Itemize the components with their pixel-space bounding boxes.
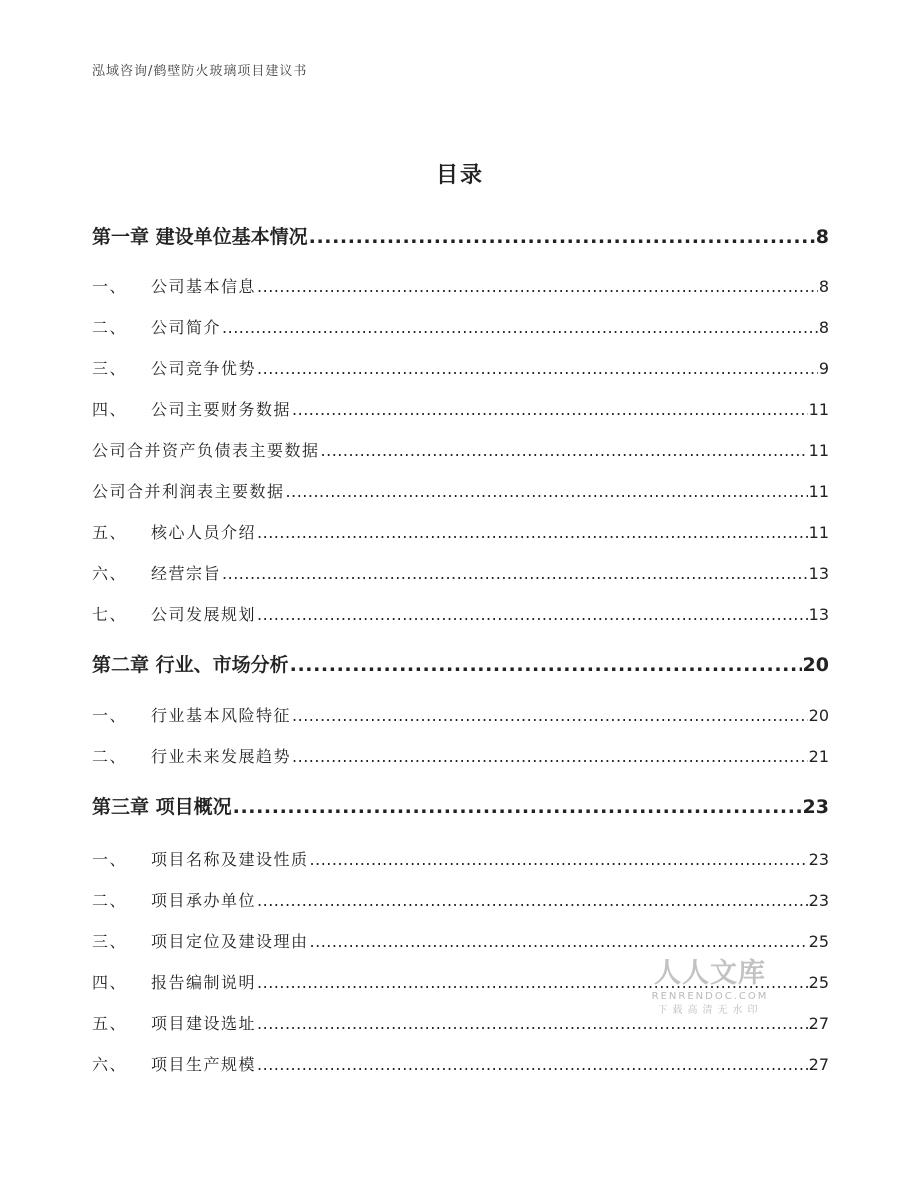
toc-entry[interactable] bbox=[92, 222, 829, 249]
toc-entry-label bbox=[92, 479, 285, 502]
toc-entry-prefix: 一、 bbox=[92, 706, 128, 725]
toc-entry-label bbox=[92, 274, 256, 297]
toc-entry-prefix: 二、 bbox=[92, 747, 128, 766]
toc-entry-prefix: 四、 bbox=[92, 973, 128, 992]
toc-entry-text: 项目生产规模 bbox=[151, 1055, 257, 1074]
toc-entry-page: 25 bbox=[808, 973, 829, 992]
toc-entry[interactable] bbox=[92, 1052, 829, 1075]
toc-entry-page: 9 bbox=[818, 359, 829, 378]
toc-entry-label bbox=[92, 397, 291, 420]
watermark-logo: 人人文库 bbox=[654, 958, 766, 989]
watermark-subtitle: 下载高清无水印 bbox=[657, 1005, 763, 1016]
toc-entry-text: 报告编制说明 bbox=[151, 973, 257, 992]
toc-leader bbox=[310, 850, 808, 869]
toc-entry[interactable] bbox=[92, 438, 829, 461]
toc-entry-prefix: 六、 bbox=[92, 1055, 128, 1074]
toc-entry-text: 公司合并资产负债表主要数据 bbox=[92, 441, 320, 460]
toc-leader bbox=[292, 400, 808, 419]
toc-entry-page: 27 bbox=[808, 1014, 829, 1033]
toc-entry-page: 11 bbox=[808, 482, 829, 501]
toc-entry-page: 20 bbox=[808, 706, 829, 725]
toc-title: 目录 bbox=[435, 163, 484, 188]
toc-leader bbox=[233, 796, 802, 818]
toc-entry[interactable] bbox=[92, 397, 829, 420]
toc-entry[interactable] bbox=[92, 561, 829, 584]
toc-entry-label bbox=[92, 888, 256, 911]
toc-entry-prefix: 第三章 bbox=[92, 796, 150, 818]
toc-entry-text: 项目承办单位 bbox=[151, 891, 257, 910]
toc-entry-label bbox=[92, 602, 256, 625]
toc-leader bbox=[321, 441, 808, 460]
toc-entry-page: 27 bbox=[808, 1055, 829, 1074]
toc-leader bbox=[222, 564, 808, 583]
toc-entry[interactable] bbox=[92, 650, 829, 677]
toc-entry[interactable] bbox=[92, 479, 829, 502]
toc-entry-prefix: 五、 bbox=[92, 1014, 128, 1033]
toc-leader bbox=[292, 747, 808, 766]
toc-entry[interactable] bbox=[92, 315, 829, 338]
toc-entry-prefix: 一、 bbox=[92, 277, 128, 296]
toc-leader bbox=[309, 226, 815, 248]
toc-entry-text: 项目建设选址 bbox=[151, 1014, 257, 1033]
toc-entry-page: 8 bbox=[818, 277, 829, 296]
toc-entry-label bbox=[92, 703, 291, 726]
toc-entry-label bbox=[92, 1011, 256, 1034]
toc-entry[interactable] bbox=[92, 274, 829, 297]
toc-entry-label bbox=[92, 650, 289, 677]
toc-entry[interactable] bbox=[92, 356, 829, 379]
toc-entry[interactable] bbox=[92, 792, 829, 819]
toc-entry-text: 经营宗旨 bbox=[151, 564, 222, 583]
toc-entry-prefix: 第二章 bbox=[92, 654, 150, 676]
toc-entry-prefix: 五、 bbox=[92, 523, 128, 542]
watermark-url: RENRENDOC.COM bbox=[651, 991, 769, 1002]
toc-leader bbox=[257, 1055, 808, 1074]
toc-entry[interactable] bbox=[92, 703, 829, 726]
toc-leader bbox=[292, 706, 808, 725]
watermark bbox=[640, 958, 780, 1018]
toc-entry-page: 23 bbox=[802, 796, 829, 818]
toc-entry-prefix: 一、 bbox=[92, 850, 128, 869]
toc-entry-page: 11 bbox=[808, 400, 829, 419]
toc-entry-text: 建设单位基本情况 bbox=[155, 226, 308, 248]
toc-entry-text: 项目概况 bbox=[155, 796, 232, 818]
toc-entry-label bbox=[92, 520, 256, 543]
toc-entry-page: 8 bbox=[815, 226, 829, 248]
toc-entry-text: 公司合并利润表主要数据 bbox=[92, 482, 285, 501]
toc-entry-prefix: 六、 bbox=[92, 564, 128, 583]
toc-leader bbox=[257, 605, 808, 624]
toc-entry[interactable] bbox=[92, 847, 829, 870]
toc-entry-page: 8 bbox=[818, 318, 829, 337]
toc-entry-page: 25 bbox=[808, 932, 829, 951]
toc-leader bbox=[257, 359, 818, 378]
toc-entry-prefix: 三、 bbox=[92, 932, 128, 951]
toc-entry[interactable] bbox=[92, 929, 829, 952]
toc-entry-page: 23 bbox=[808, 850, 829, 869]
toc-entry-page: 11 bbox=[808, 523, 829, 542]
toc-entry-text: 行业、市场分析 bbox=[155, 654, 289, 676]
toc-entry-text: 项目名称及建设性质 bbox=[151, 850, 309, 869]
toc-entry-label bbox=[92, 315, 221, 338]
toc-entry-text: 公司主要财务数据 bbox=[151, 400, 292, 419]
toc-leader bbox=[310, 932, 808, 951]
toc-entry-text: 核心人员介绍 bbox=[151, 523, 257, 542]
toc-entry-text: 公司基本信息 bbox=[151, 277, 257, 296]
toc-entry[interactable] bbox=[92, 744, 829, 767]
toc-entry-prefix: 二、 bbox=[92, 891, 128, 910]
toc-entry-label bbox=[92, 970, 256, 993]
toc-entry[interactable] bbox=[92, 888, 829, 911]
toc-entry-label bbox=[92, 1052, 256, 1075]
toc-entry-text: 行业基本风险特征 bbox=[151, 706, 292, 725]
toc-entry-text: 公司发展规划 bbox=[151, 605, 257, 624]
toc-entry-text: 行业未来发展趋势 bbox=[151, 747, 292, 766]
toc-entry-prefix: 七、 bbox=[92, 605, 128, 624]
toc-entry-text: 公司简介 bbox=[151, 318, 222, 337]
toc-entry-page: 20 bbox=[802, 654, 829, 676]
toc-entry-text: 项目定位及建设理由 bbox=[151, 932, 309, 951]
toc-entry-label bbox=[92, 222, 308, 249]
page-header: 泓域咨询/鹤壁防火玻璃项目建议书 bbox=[92, 64, 308, 79]
toc-entry-label bbox=[92, 744, 291, 767]
toc-entry-label bbox=[92, 929, 309, 952]
toc-leader bbox=[290, 654, 802, 676]
toc-entry-label bbox=[92, 847, 309, 870]
toc-leader bbox=[257, 277, 818, 296]
toc-entry-prefix: 四、 bbox=[92, 400, 128, 419]
toc-entry-label bbox=[92, 792, 232, 819]
toc-leader bbox=[257, 523, 808, 542]
toc-entry-page: 13 bbox=[808, 605, 829, 624]
toc-entry[interactable] bbox=[92, 520, 829, 543]
toc-entry-page: 11 bbox=[808, 441, 829, 460]
toc-entry-page: 21 bbox=[808, 747, 829, 766]
toc-leader bbox=[286, 482, 808, 501]
toc-entry-prefix: 二、 bbox=[92, 318, 128, 337]
toc-entry-label bbox=[92, 356, 256, 379]
toc-entry-text: 公司竞争优势 bbox=[151, 359, 257, 378]
toc-entry-label bbox=[92, 561, 221, 584]
toc-entry-page: 23 bbox=[808, 891, 829, 910]
toc-leader bbox=[257, 891, 808, 910]
toc-leader bbox=[222, 318, 818, 337]
toc-entry-prefix: 三、 bbox=[92, 359, 128, 378]
toc-entry[interactable] bbox=[92, 602, 829, 625]
toc-entry-label bbox=[92, 438, 320, 461]
toc-entry-page: 13 bbox=[808, 564, 829, 583]
toc-entry-prefix: 第一章 bbox=[92, 226, 150, 248]
